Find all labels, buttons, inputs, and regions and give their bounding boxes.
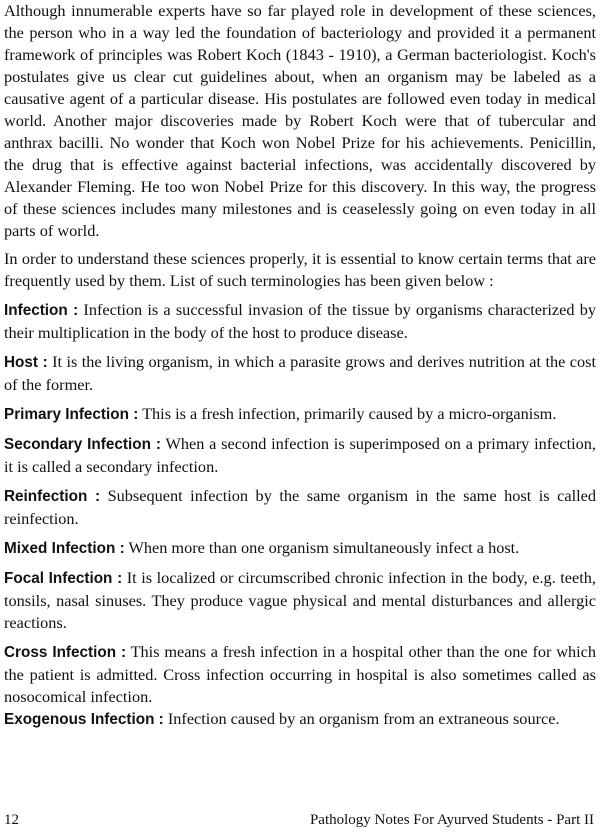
intro-paragraph: In order to understand these sciences properly, it is essential to know certain terms that are frequently used by them. List of such terminologies has been given below :: [4, 249, 596, 290]
definition-mixed-infection: [4, 537, 596, 560]
definition-text: This is a fresh infection, primarily caused by a micro-organism.: [138, 404, 557, 423]
definition-term: Focal Infection :: [4, 570, 123, 587]
definition-cross-infection: [4, 641, 596, 708]
definition-host: [4, 351, 596, 396]
definition-text: When more than one organism simultaneously infect a host.: [124, 538, 520, 557]
definition-exogenous-infection: [4, 708, 596, 731]
definition-term: Secondary Infection :: [4, 436, 161, 453]
definition-focal-infection: [4, 567, 596, 634]
intro-paragraph: Although innumerable experts have so far played role in development of these sciences, the person who in a way led the foundation of bacteriology and provided it a permanent framework of principles was Robert Koch (1843 - 1910), a German bacteriologist. Koch's postulates give us clear cut guidelines about, when an organism may be labeled as a causative agent of a particular disease. His postulates are followed even today in medical world. Another major discoveries made by Robert Koch were that of tubercular and anthrax bacilli. No wonder that Koch won Nobel Prize for his achievements. Penicillin, the drug that is effective against bacterial infections, was accidentally discovered by Alexander Fleming. He too won Nobel Prize for this discovery. In this way, the progress of these sciences includes many milestones and is ceaselessly going on even today in all parts of world.: [4, 1, 596, 240]
definition-term: Mixed Infection :: [4, 540, 125, 557]
definition-term: Host :: [4, 354, 48, 371]
page-number: 12: [4, 812, 19, 828]
definition-primary-infection: [4, 403, 596, 426]
definition-text: Infection is a successful invasion of the tissue by organisms characterized by their multiplication in the body of the host to produce disease.: [4, 300, 596, 342]
definition-secondary-infection: [4, 433, 596, 478]
definition-text: Subsequent infection by the same organism in the same host is called reinfection.: [4, 486, 596, 528]
definition-text: Infection caused by an organism from an extraneous source.: [163, 709, 560, 728]
page-footer: [4, 812, 594, 829]
definition-reinfection: [4, 485, 596, 530]
definition-term: Cross Infection :: [4, 644, 127, 661]
definition-term: Primary Infection :: [4, 406, 139, 423]
definition-text: When a second infection is superimposed on a primary infection, it is called a secondary infection.: [4, 434, 597, 476]
page-body: [4, 0, 596, 731]
definition-term: Reinfection :: [4, 488, 101, 505]
definition-term: Exogenous Infection :: [4, 711, 164, 728]
definition-term: Infection :: [4, 302, 79, 319]
definition-text: It is the living organism, in which a parasite grows and derives nutrition at the cost of the former.: [4, 352, 596, 394]
definition-text: It is localized or circumscribed chronic infection in the body, e.g. teeth, tonsils, nasal sinuses. They produce vague physical and mental disturbances and allergic reactions.: [4, 568, 596, 632]
book-title: Pathology Notes For Ayurved Students - Part II: [309, 812, 594, 828]
definition-text: This means a fresh infection in a hospital other than the one for which the patient is admitted. Cross infection occurring in hospital is also sometimes called as nosocomical infection.: [4, 642, 596, 706]
definition-infection: [4, 299, 596, 344]
